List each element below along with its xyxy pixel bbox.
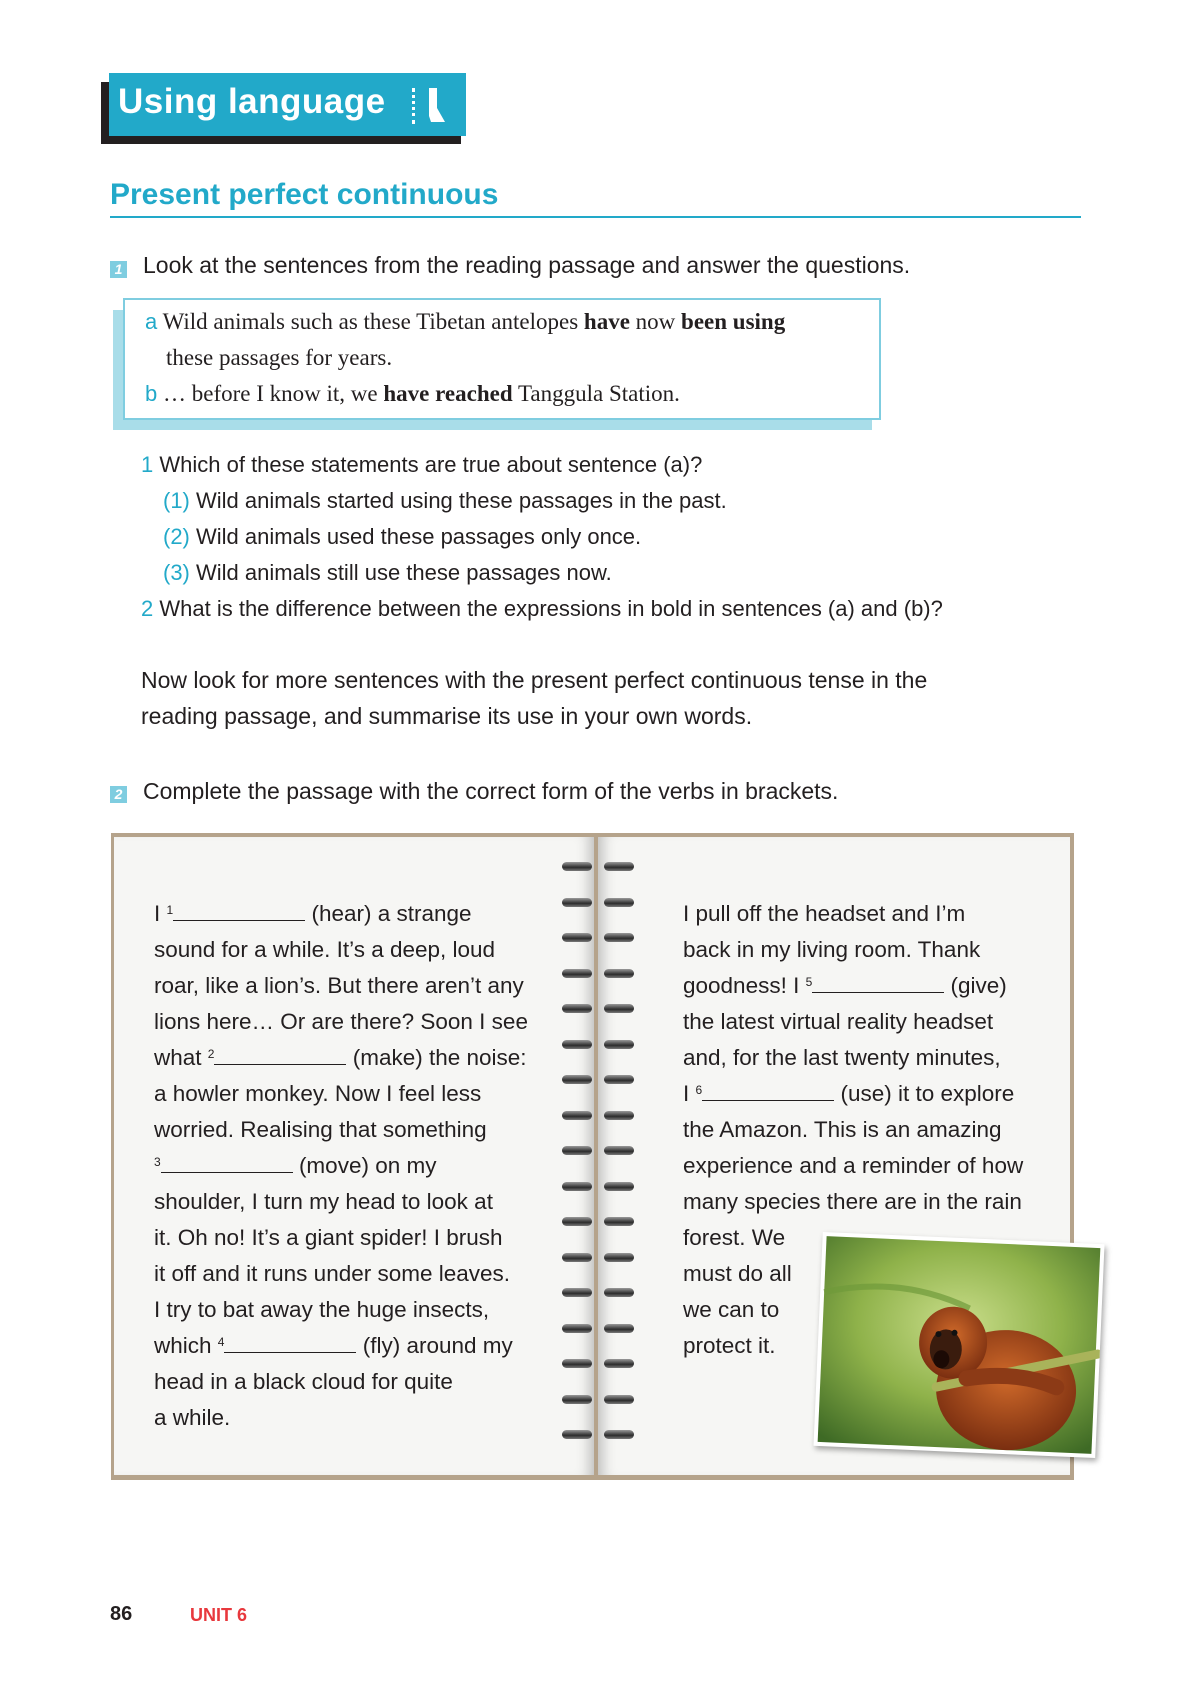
spiral-ring [562, 1251, 634, 1265]
section-divider [110, 216, 1081, 218]
gap-6-blank[interactable] [702, 1082, 834, 1101]
spiral-ring [562, 896, 634, 910]
passage-line: must do all [683, 1261, 792, 1286]
gap-3-blank[interactable] [161, 1154, 293, 1173]
question-text: Which of these statements are true about sentence (a)? [159, 452, 703, 477]
spiral-ring [562, 1073, 634, 1087]
sentence-text: Tanggula Station. [512, 381, 680, 406]
passage-text: (give) [944, 973, 1007, 998]
spiral-ring [562, 967, 634, 981]
gap-number: 6 [695, 1083, 703, 1097]
passage-text: which [154, 1333, 218, 1358]
spiral-ring [562, 1357, 634, 1371]
spiral-ring [562, 1038, 634, 1052]
question-1 [141, 452, 702, 478]
passage-line: head in a black cloud for quite [154, 1369, 453, 1394]
passage-text: I [683, 1081, 696, 1106]
passage-line: a howler monkey. Now I feel less [154, 1081, 482, 1106]
gap-1-blank[interactable] [173, 902, 305, 921]
passage-line: and, for the last twenty minutes, [683, 1045, 1001, 1070]
passage-line: it off and it runs under some leaves. [154, 1261, 511, 1286]
gap-number: 2 [207, 1047, 215, 1061]
passage-line: back in my living room. Thank [683, 937, 981, 962]
howler-monkey-photo [813, 1232, 1104, 1458]
bold-verb: have [583, 309, 630, 334]
question-text: What is the difference between the expressions in bold in sentences (a) and (b)? [159, 596, 943, 621]
page-number: 86 [110, 1603, 133, 1625]
sentence-text: now [629, 309, 682, 334]
spiral-ring [562, 1428, 634, 1442]
passage-line [683, 1076, 1023, 1112]
passage-line: sound for a while. It’s a deep, loud [154, 937, 496, 962]
bold-verb: been using [681, 309, 786, 334]
passage-text: (fly) around my [356, 1333, 513, 1358]
example-letter-a: a [145, 309, 158, 334]
follow-up-line-1: Now look for more sentences with the present perfect continuous tense in the [141, 667, 928, 693]
gap-2-blank[interactable] [214, 1046, 346, 1065]
option-1 [163, 488, 727, 514]
passage-text: I [154, 901, 167, 926]
spiral-ring [562, 1002, 634, 1016]
passage-line: the Amazon. This is an amazing [683, 1117, 1002, 1142]
option-2 [163, 524, 641, 550]
passage-line [154, 896, 528, 932]
bold-verb: have reached [383, 381, 513, 406]
passage-text: (hear) a strange [305, 901, 472, 926]
gap-number: 3 [154, 1155, 161, 1169]
question-number: 2 [141, 596, 154, 621]
unit-label: UNIT 6 [190, 1605, 248, 1625]
spiral-ring [562, 1215, 634, 1229]
header-title: Using language [118, 82, 386, 121]
spiral-ring [562, 1180, 634, 1194]
spiral-ring [562, 1144, 634, 1158]
exercise-1-number: 1 [110, 261, 127, 278]
passage-left [154, 896, 528, 1436]
passage-text: (move) on my [292, 1153, 437, 1178]
example-letter-b: b [145, 381, 158, 406]
spiral-ring [562, 931, 634, 945]
spiral-ring [562, 1393, 634, 1407]
question-number: 1 [141, 452, 154, 477]
spiral-ring [562, 1286, 634, 1300]
option-number: (3) [163, 560, 190, 585]
passage-line: it. Oh no! It’s a giant spider! I brush [154, 1225, 503, 1250]
passage-line: protect it. [683, 1333, 776, 1358]
passage-line [154, 1040, 528, 1076]
example-sentence-b [145, 381, 680, 407]
spiral-ring [562, 1109, 634, 1123]
exercise-1-instruction: Look at the sentences from the reading passage and answer the questions. [143, 252, 911, 278]
passage-line: shoulder, I turn my head to look at [154, 1189, 493, 1214]
passage-line: worried. Realising that something [154, 1117, 487, 1142]
header-divider [412, 88, 415, 124]
spiral-ring [562, 860, 634, 874]
example-sentence-a [145, 309, 785, 335]
option-text: Wild animals used these passages only once. [196, 524, 642, 549]
example-sentence-a-line2: these passages for years. [166, 345, 393, 370]
passage-line: roar, like a lion’s. But there aren’t any [154, 973, 524, 998]
passage-line [683, 968, 1023, 1004]
follow-up-line-2: reading passage, and summarise its use in your own words. [141, 703, 753, 729]
passage-text: goodness! I [683, 973, 806, 998]
section-title: Present perfect continuous [110, 178, 499, 211]
sentence-text: … before I know it, we [163, 381, 384, 406]
bookmark-icon [423, 86, 449, 126]
passage-line [154, 1148, 528, 1184]
gap-5-blank[interactable] [812, 974, 944, 993]
passage-line: forest. We [683, 1225, 786, 1250]
question-2 [141, 596, 943, 622]
passage-line: lions here… Or are there? Soon I see [154, 1009, 528, 1034]
gap-number: 1 [166, 903, 174, 917]
option-number: (1) [163, 488, 190, 513]
gap-number: 4 [217, 1335, 225, 1349]
passage-line: I pull off the headset and I’m [683, 901, 966, 926]
passage-line: the latest virtual reality headset [683, 1009, 994, 1034]
sentence-text: Wild animals such as these Tibetan antelopes [162, 309, 584, 334]
passage-line: a while. [154, 1405, 231, 1430]
exercise-2-number: 2 [110, 786, 127, 803]
passage-line: we can to [683, 1297, 780, 1322]
option-number: (2) [163, 524, 190, 549]
option-text: Wild animals started using these passages in the past. [196, 488, 727, 513]
passage-line: many species there are in the rain [683, 1189, 1022, 1214]
passage-line: experience and a reminder of how [683, 1153, 1024, 1178]
gap-number: 5 [805, 975, 813, 989]
spiral-ring [562, 1322, 634, 1336]
exercise-2-instruction: Complete the passage with the correct form of the verbs in brackets. [143, 778, 839, 804]
passage-line: I try to bat away the huge insects, [154, 1297, 490, 1322]
passage-line [154, 1328, 528, 1364]
passage-text: (make) the noise: [346, 1045, 527, 1070]
gap-4-blank[interactable] [224, 1334, 356, 1353]
option-3 [163, 560, 612, 586]
option-text: Wild animals still use these passages now. [196, 560, 612, 585]
passage-text: what [154, 1045, 208, 1070]
passage-text: (use) it to explore [834, 1081, 1015, 1106]
